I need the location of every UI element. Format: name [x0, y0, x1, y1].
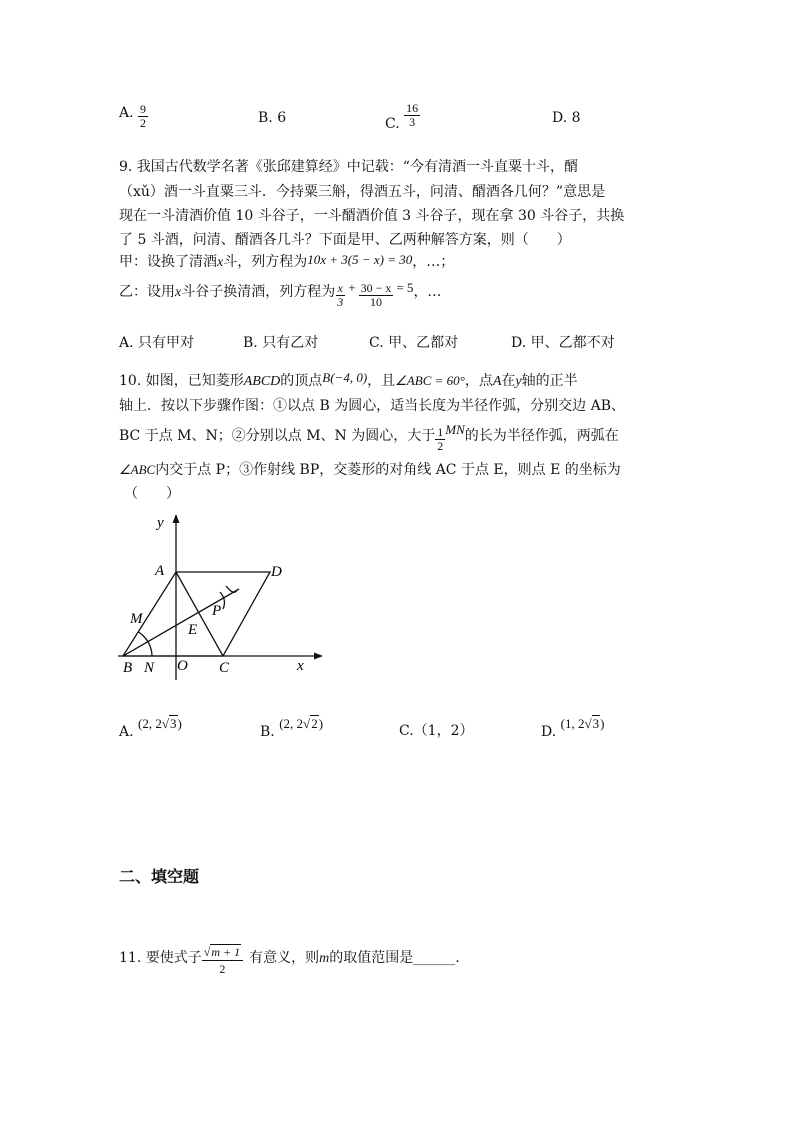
arc-mn: [139, 632, 153, 656]
q8-option-a: [119, 103, 148, 130]
fraction: $\frac{1}{2}$: [437, 425, 444, 453]
radicand: 2: [311, 716, 318, 731]
label-y: y: [157, 515, 164, 531]
q9-line-2: （xǔ）酒一斗直粟三斗．今持粟三斛，得酒五斗，问清、醑酒各几何？”意思是: [119, 184, 606, 200]
q9-yi-line: 乙：设用x斗谷子换清酒，列方程为 $\frac{x}{3}$ + $\frac{30 - x}{10}$ = 5，…: [119, 280, 442, 309]
equation: 10x + 3(5 − x) = 30: [307, 252, 413, 267]
variable: x: [175, 285, 182, 300]
q8-option-c: [385, 101, 420, 132]
label-d: D: [271, 564, 282, 580]
label-x: x: [297, 658, 304, 674]
option-label: A.: [119, 105, 134, 121]
option-label: C.: [385, 115, 400, 132]
point-b-coord: B(−4, 0): [322, 370, 368, 385]
variable: x: [217, 255, 224, 270]
label-o: O: [177, 658, 188, 674]
arc-p-2: [226, 586, 237, 592]
q10-option-b: B. (2, 2√2): [260, 716, 324, 740]
q11-line: 11. 要使式子 $\frac{√m + 1}{2}$ 有意义，则m的取值范围是______.: [119, 945, 460, 976]
label-e: E: [188, 622, 198, 638]
radicand: m + 1: [211, 945, 241, 959]
q9-option-d: D. 甲、乙都不对: [511, 335, 615, 351]
q10-line-5: （ ）: [124, 486, 180, 502]
fraction: $\frac{x}{3}$: [337, 281, 344, 309]
rhombus-figure: [115, 510, 325, 685]
q9-line-3: 现在一斗清酒价值 10 斗谷子，一斗醑酒价值 3 斗谷子，现在拿 30 斗谷子，共换: [119, 208, 625, 224]
section-title: 二、填空题: [119, 867, 200, 886]
q9-option-a: A. 只有甲对: [119, 335, 195, 351]
variable: m: [319, 951, 330, 966]
fraction: $\frac{9}{2}$: [140, 102, 147, 130]
q8-option-d: D. 8: [552, 110, 581, 126]
q9-jia-line: 甲：设换了清酒x斗，列方程为10x + 3(5 − x) = 30，…；: [119, 252, 455, 270]
q10-line-4: ∠ABC内交于点 P；③作射线 BP，交菱形的对角线 AC 于点 E，则点 E 的坐标为: [119, 462, 621, 478]
q10-line-2: 轴上．按以下步骤作图：①以点 B 为圆心，适当长度为半径作弧，分别交边 AB、: [119, 398, 626, 414]
label-p: P: [212, 603, 222, 619]
label-m: M: [130, 611, 143, 627]
label-b: B: [123, 660, 133, 676]
label-c: C: [219, 660, 230, 676]
y-axis-arrow: [173, 514, 180, 523]
label-n: N: [144, 660, 155, 676]
q9-option-b: B. 只有乙对: [243, 335, 319, 351]
q10-option-a: A. (2, 2√3): [119, 716, 182, 740]
radicand: 3: [170, 716, 177, 731]
q10-option-d: D. (1, 2√3): [541, 716, 605, 740]
q10-line-3: BC 于点 M、N；②分别以点 M、N 为圆心，大于 $\frac{1}{2}$ MN的长为半径作弧，两弧在: [119, 422, 619, 453]
radicand: 3: [592, 716, 600, 731]
q8-option-b: B. 6: [258, 110, 287, 126]
q10-line-1: 10. 如图，已知菱形ABCD的顶点B(−4, 0)，且∠ABC = 60°，点A在y轴的正半: [119, 370, 578, 389]
x-axis-arrow: [314, 653, 323, 660]
label-a: A: [155, 563, 165, 579]
q9-line-4: 了 5 斗酒，问清、醑酒各几斗？下面是甲、乙两种解答方案，则（ ）: [119, 232, 571, 248]
fraction: $\frac{√m + 1}{2}$: [202, 944, 243, 977]
q9-option-c: C. 甲、乙都对: [369, 335, 459, 351]
angle-abc: ∠ABC = 60°: [395, 373, 465, 388]
fraction: $\frac{30 - x}{10}$: [360, 281, 392, 309]
fraction: $\frac{16}{3}$: [406, 101, 419, 129]
q9-line-1: 9. 我国古代数学名著《张邱建算经》中记载：“今有清酒一斗直粟十斗，醑: [119, 159, 578, 175]
q10-option-c: C.（1，2）: [399, 723, 474, 739]
